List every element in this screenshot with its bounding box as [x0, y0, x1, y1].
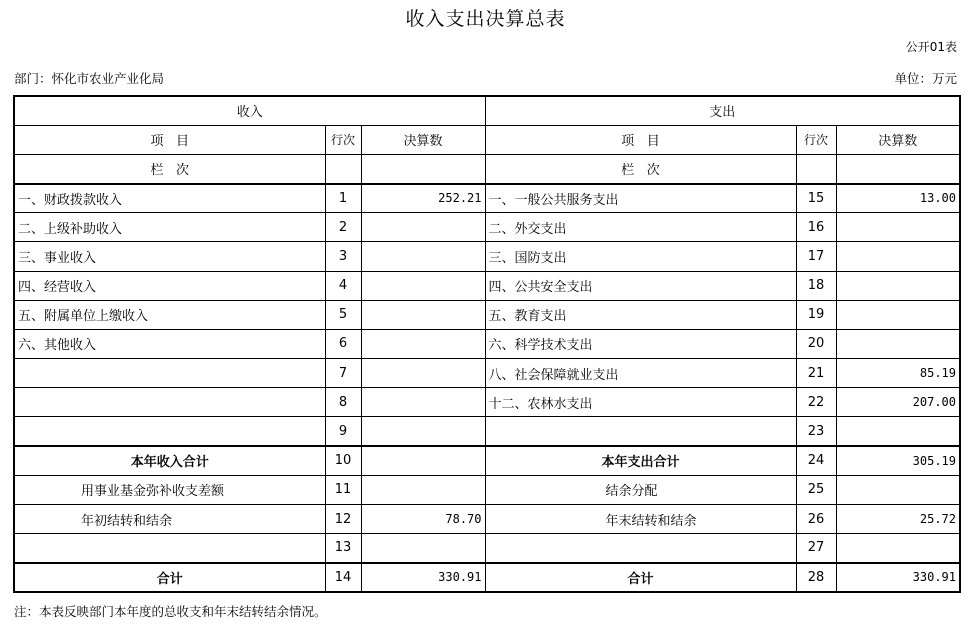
- expense-amount: [836, 475, 960, 504]
- table-header-row: [14, 96, 960, 125]
- expense-row-number: 25: [796, 475, 836, 504]
- income-amount: [361, 534, 485, 563]
- expense-amount: [836, 329, 960, 358]
- income-item-header: 项 目: [14, 125, 325, 154]
- column-index-row: [14, 154, 960, 183]
- income-row-number: 13: [325, 534, 361, 563]
- income-amount: 78.70: [361, 504, 485, 533]
- income-row-number: 1: [325, 184, 361, 213]
- table-row: [14, 329, 960, 358]
- income-amount: [361, 329, 485, 358]
- income-row-number: 7: [325, 359, 361, 388]
- table-row: [14, 359, 960, 388]
- income-summary-item: 本年收入合计: [14, 446, 325, 475]
- income-item: 一、财政拨款收入: [14, 184, 325, 213]
- expense-rowno-header: 行次: [796, 125, 836, 154]
- expense-column-label: 栏 次: [485, 154, 796, 183]
- summary-row: [14, 504, 960, 533]
- expense-row-number: 24: [796, 446, 836, 475]
- expense-item: 六、科学技术支出: [485, 329, 796, 358]
- expense-amount: 85.19: [836, 359, 960, 388]
- expense-item: 八、社会保障就业支出: [485, 359, 796, 388]
- income-row-number: 14: [325, 563, 361, 592]
- expense-summary-item: 合计: [485, 563, 796, 592]
- income-rowno-header: 行次: [325, 125, 361, 154]
- income-summary-item: 合计: [14, 563, 325, 592]
- expense-row-number: 18: [796, 271, 836, 300]
- expense-row-number: 19: [796, 300, 836, 329]
- expense-row-number: 28: [796, 563, 836, 592]
- income-item: [14, 417, 325, 446]
- expense-row-number: 22: [796, 388, 836, 417]
- expense-item: 三、国防支出: [485, 242, 796, 271]
- income-expense-table: [13, 95, 961, 593]
- income-row-number: 5: [325, 300, 361, 329]
- income-header: 收入: [14, 96, 485, 125]
- income-row-number: 9: [325, 417, 361, 446]
- income-item: 五、附属单位上缴收入: [14, 300, 325, 329]
- expense-item: 二、外交支出: [485, 213, 796, 242]
- expense-row-number: 20: [796, 329, 836, 358]
- expense-row-number: 17: [796, 242, 836, 271]
- income-row-number: 6: [325, 329, 361, 358]
- footnote: 注：本表反映部门本年度的总收支和年末结转结余情况。: [14, 604, 327, 619]
- table-row: [14, 271, 960, 300]
- form-number: 公开01表: [905, 40, 957, 54]
- unit-label: 单位：万元: [894, 71, 957, 86]
- expense-row-number: 16: [796, 213, 836, 242]
- income-amount: [361, 388, 485, 417]
- expense-amount: 25.72: [836, 504, 960, 533]
- column-header-row: [14, 125, 960, 154]
- empty-cell: [325, 154, 361, 183]
- income-item: 四、经营收入: [14, 271, 325, 300]
- expense-item-header: 项 目: [485, 125, 796, 154]
- expense-header: 支出: [485, 96, 960, 125]
- income-item: 三、事业收入: [14, 242, 325, 271]
- summary-row: [14, 563, 960, 592]
- expense-row-number: 21: [796, 359, 836, 388]
- income-item: 六、其他收入: [14, 329, 325, 358]
- table-row: [14, 184, 960, 213]
- empty-cell: [796, 154, 836, 183]
- expense-summary-item: [485, 534, 796, 563]
- expense-amount: 330.91: [836, 563, 960, 592]
- empty-cell: [836, 154, 960, 183]
- table-row: [14, 388, 960, 417]
- expense-row-number: 27: [796, 534, 836, 563]
- income-row-number: 11: [325, 475, 361, 504]
- income-row-number: 8: [325, 388, 361, 417]
- expense-item: 十二、农林水支出: [485, 388, 796, 417]
- empty-cell: [361, 154, 485, 183]
- table-row: [14, 300, 960, 329]
- expense-amount: [836, 417, 960, 446]
- income-row-number: 3: [325, 242, 361, 271]
- income-amount: [361, 213, 485, 242]
- income-row-number: 2: [325, 213, 361, 242]
- expense-row-number: 26: [796, 504, 836, 533]
- expense-row-number: 23: [796, 417, 836, 446]
- expense-summary-item: 结余分配: [485, 475, 796, 504]
- income-item: [14, 359, 325, 388]
- income-amount: [361, 359, 485, 388]
- expense-amount: 305.19: [836, 446, 960, 475]
- expense-item: 四、公共安全支出: [485, 271, 796, 300]
- report-title: 收入支出决算总表: [405, 8, 566, 30]
- income-summary-item: 用事业基金弥补收支差额: [14, 475, 325, 504]
- expense-amount-header: 决算数: [836, 125, 960, 154]
- expense-row-number: 15: [796, 184, 836, 213]
- income-amount-header: 决算数: [361, 125, 485, 154]
- income-item: 二、上级补助收入: [14, 213, 325, 242]
- income-amount: [361, 446, 485, 475]
- expense-amount: [836, 534, 960, 563]
- income-column-label: 栏 次: [14, 154, 325, 183]
- expense-summary-item: 本年支出合计: [485, 446, 796, 475]
- expense-summary-item: 年末结转和结余: [485, 504, 796, 533]
- income-item: [14, 388, 325, 417]
- expense-amount: [836, 242, 960, 271]
- income-summary-item: [14, 534, 325, 563]
- income-amount: [361, 417, 485, 446]
- income-amount: 252.21: [361, 184, 485, 213]
- income-amount: 330.91: [361, 563, 485, 592]
- expense-amount: 207.00: [836, 388, 960, 417]
- income-amount: [361, 475, 485, 504]
- income-amount: [361, 300, 485, 329]
- department-label: 部门：怀化市农业产业化局: [14, 71, 165, 86]
- expense-amount: 13.00: [836, 184, 960, 213]
- expense-amount: [836, 213, 960, 242]
- table-row: [14, 242, 960, 271]
- income-amount: [361, 271, 485, 300]
- summary-row: [14, 446, 960, 475]
- summary-row: [14, 534, 960, 563]
- expense-item: [485, 417, 796, 446]
- income-amount: [361, 242, 485, 271]
- income-summary-item: 年初结转和结余: [14, 504, 325, 533]
- expense-amount: [836, 271, 960, 300]
- income-row-number: 12: [325, 504, 361, 533]
- table-row: [14, 417, 960, 446]
- expense-item: 五、教育支出: [485, 300, 796, 329]
- summary-row: [14, 475, 960, 504]
- expense-amount: [836, 300, 960, 329]
- table-row: [14, 213, 960, 242]
- income-row-number: 4: [325, 271, 361, 300]
- expense-item: 一、一般公共服务支出: [485, 184, 796, 213]
- income-row-number: 10: [325, 446, 361, 475]
